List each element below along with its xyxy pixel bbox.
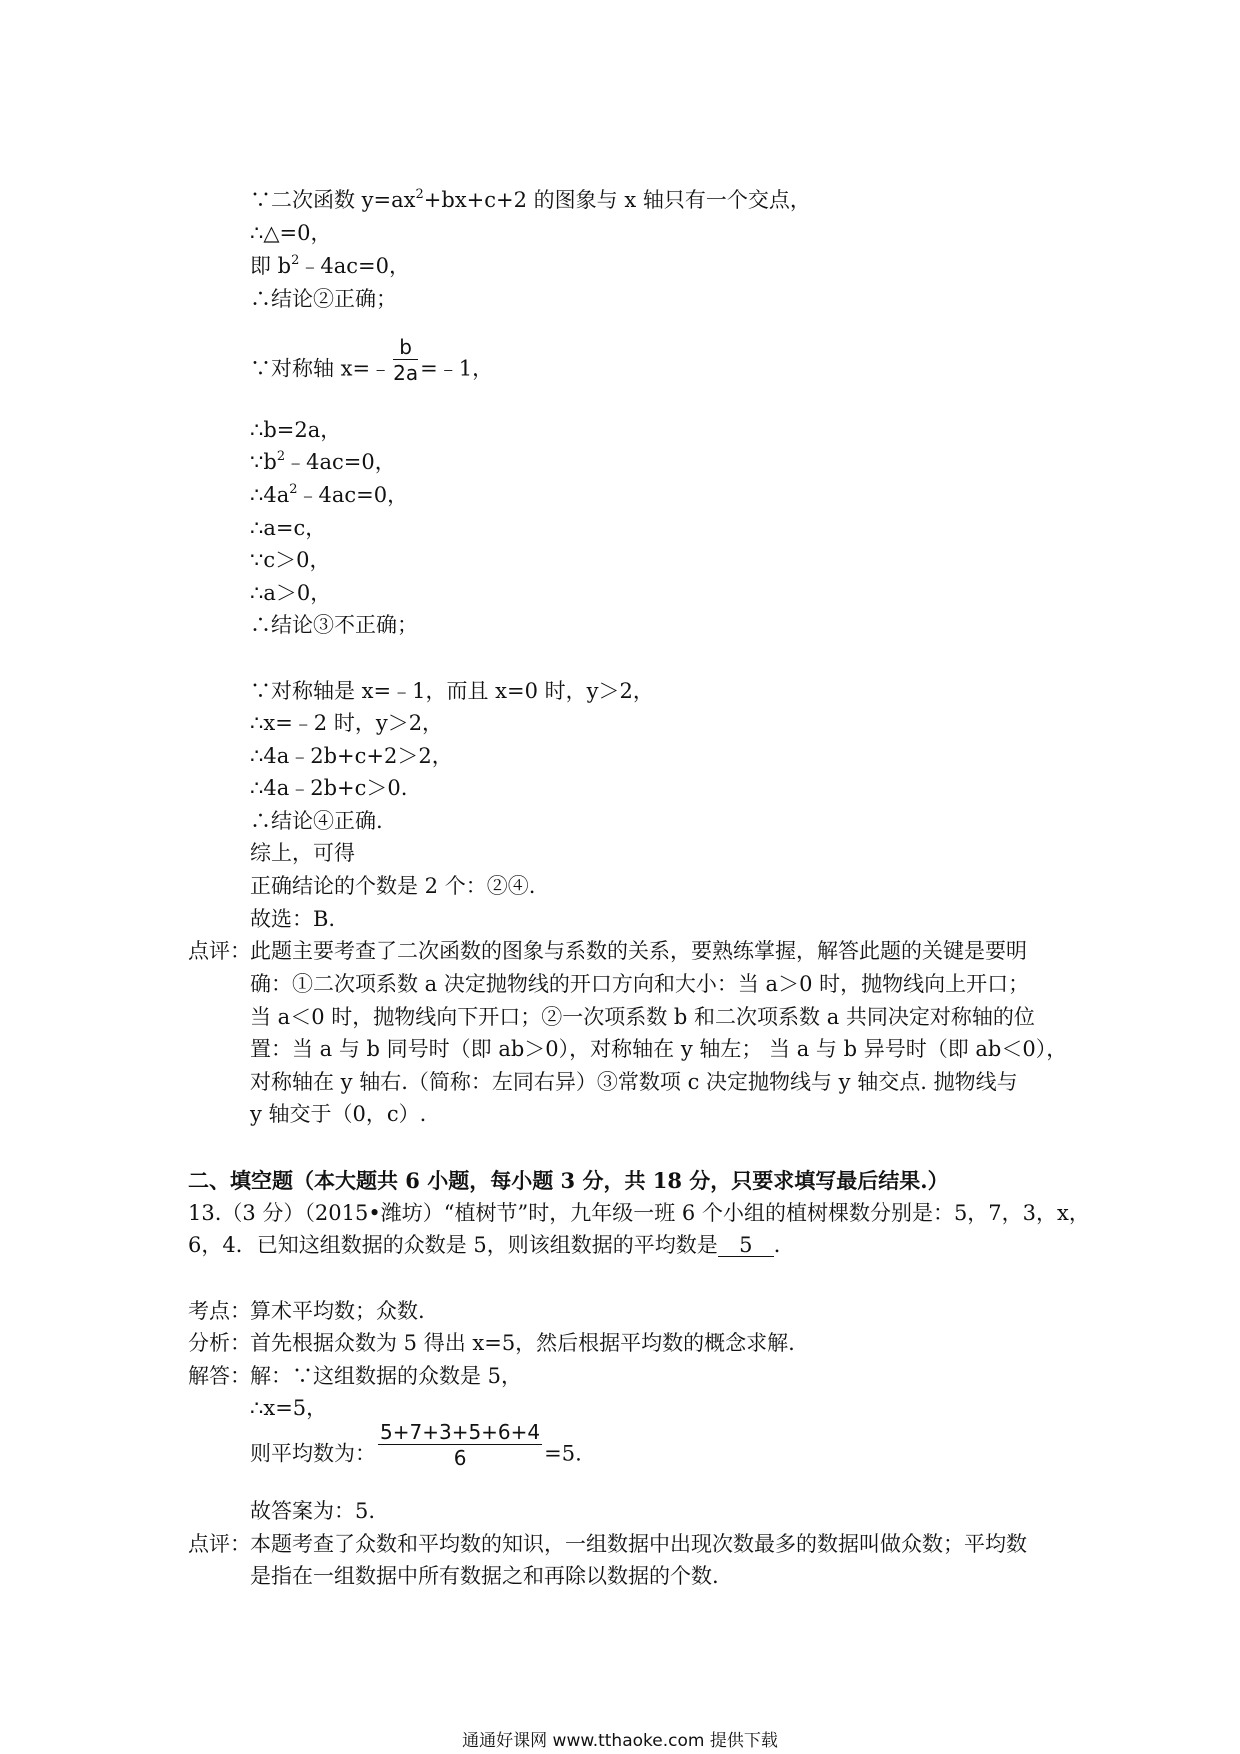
comment-label: 点评： [188,939,251,963]
solution-line: ∴a=c， [250,516,327,540]
solution-line: ∵对称轴 x=﹣ $\frac{b}{2a}$ =﹣1， [250,335,494,385]
solution-line: ∴4a﹣2b+c＞0. [250,776,408,800]
solution-line: ∵c＞0， [250,548,331,572]
kaodian-label: 考点： [188,1299,251,1323]
solution-line: ∴结论②正确； [250,287,397,311]
solution-line: 正确结论的个数是 2 个：②④. [250,874,536,898]
fraction: $\frac{b}{2a}$ [393,335,419,385]
dianping-line: 本题考查了众数和平均数的知识，一组数据中出现次数最多的数据叫做众数；平均数 [250,1532,1027,1556]
comment-line: 确：①二次项系数 a 决定抛物线的开口方向和大小：当 a＞0 时，抛物线向上开口； [250,972,1030,996]
question-13-stem: 13.（3 分）（2015•潍坊）“植树节”时，九年级一班 6 个小组的植树棵数分别是：5，7，3，x， [188,1201,1090,1225]
fraction: $\frac{5+7+3+5+6+4}{6}$ [380,1420,541,1470]
solution-line: 故选：B. [250,907,336,931]
dianping-label: 点评： [188,1532,251,1556]
kaodian-text: 算术平均数；众数. [250,1299,425,1323]
jieda-line: ∴x=5， [250,1396,328,1420]
fenxi-label: 分析： [188,1331,251,1355]
comment-line: 对称轴在 y 轴右.（简称：左同右异）③常数项 c 决定抛物线与 y 轴交点. 抛物线与 [250,1070,1018,1094]
solution-line: $\because b^2﹣4ac=0$， [250,449,396,474]
solution-line: ∴△=0， [250,221,332,245]
page-footer: 通通好课网 www.tthaoke.com 提供下载 [462,1731,778,1751]
question-13-stem: 6，4．已知这组数据的众数是 5，则该组数据的平均数是 5 ． [188,1233,795,1257]
jieda-line: 故答案为：5. [250,1499,376,1523]
dianping-line: 是指在一组数据中所有数据之和再除以数据的个数. [250,1564,719,1588]
solution-line: ∴x=﹣2 时，y＞2， [250,711,444,735]
solution-line: ∵二次函数 $y=ax^2+bx+c+2$ 的图象与 x 轴只有一个交点， [250,187,811,212]
solution-line: ∴结论③不正确； [250,613,418,637]
jieda-line: 则平均数为： $\frac{5+7+3+5+6+4}{6}$ =5. [250,1420,582,1470]
solution-line: ∴结论④正确. [250,809,383,833]
solution-line: ∴a＞0， [250,581,332,605]
section-heading: 二、填空题（本大题共 6 小题，每小题 3 分，共 18 分，只要求填写最后结果.） [188,1168,949,1193]
solution-line: 即 $b^2﹣4ac=0$， [250,253,411,278]
comment-line: 置：当 a 与 b 同号时（即 ab＞0），对称轴在 y 轴左； 当 a 与 b 异号时（即 ab＜0）， [250,1037,1068,1061]
solution-line: $\therefore 4a^2﹣4ac=0$， [250,482,409,507]
solution-line: ∵对称轴是 x=﹣1，而且 x=0 时，y＞2， [250,679,654,703]
solution-line: 综上，可得 [250,841,355,865]
solution-line: ∴4a﹣2b+c+2＞2， [250,744,453,768]
solution-line: ∴b=2a， [250,418,342,442]
comment-line: 此题主要考查了二次函数的图象与系数的关系，要熟练掌握，解答此题的关键是要明 [250,939,1027,963]
comment-line: y 轴交于（0，c）. [250,1102,427,1126]
fenxi-text: 首先根据众数为 5 得出 x=5，然后根据平均数的概念求解. [250,1331,795,1355]
answer-blank: 5 [718,1235,774,1257]
jieda-line: 解：∵这组数据的众数是 5， [250,1364,523,1388]
jieda-label: 解答： [188,1364,251,1388]
comment-line: 当 a＜0 时，抛物线向下开口；②一次项系数 b 和二次项系数 a 共同决定对称轴的位 [250,1005,1035,1029]
